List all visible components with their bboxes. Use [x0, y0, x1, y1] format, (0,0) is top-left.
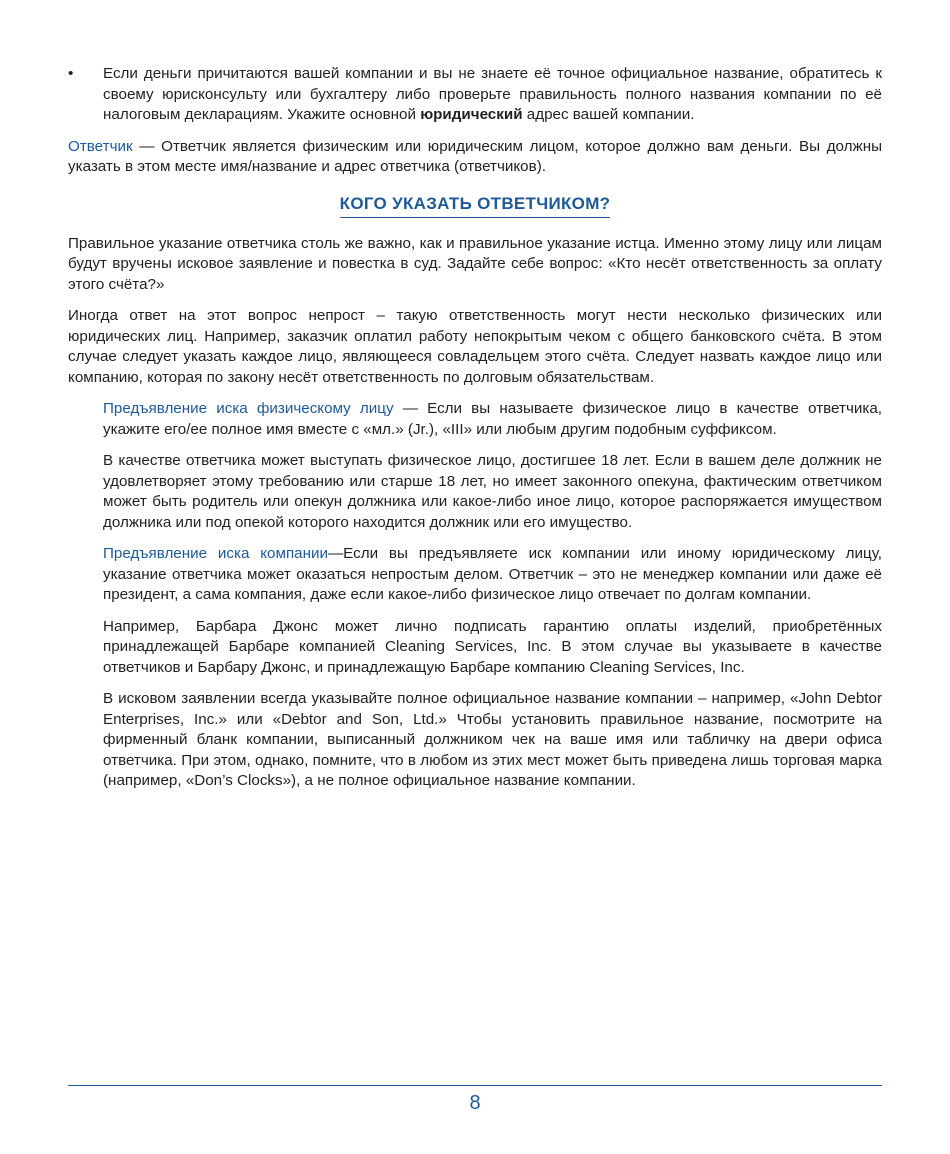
bullet-item-company-name: [68, 64, 882, 126]
company-suit-term: Предъявление иска компании: [103, 545, 328, 562]
defendant-definition: [68, 137, 882, 178]
bullet-text-a: Если деньги причитаются вашей компании и вы не знаете её точное официальное название, обратитесь к своему юрисконсульту или бухгалтеру либо проверьте правильность полного названия компании по её налоговым декларациям. Укажите основной: [103, 65, 882, 123]
paragraph-3: В качестве ответчика может выступать физическое лицо, достигшее 18 лет. Если в вашем деле должник не удовлетворяет этому требованию или старше 18 лет, но имеет законного опекуна, фактическим ответчиком может быть родитель или опекун должника или какое-либо иное лицо, которое распоряжается имуществом должника или под опекой которого находится должник или его имущество.: [103, 452, 882, 531]
paragraph-2: Иногда ответ на этот вопрос непрост – такую ответственность могут нести несколько физических или юридических лиц. Например, заказчик оплатил работу непокрытым чеком с общего банковского счёта. В этом случае следует указать каждое лицо, являющееся совладельцем этого счёта. Следует назвать каждое лицо или компанию, которая по закону несёт ответственность по долговым обязательствам.: [68, 307, 882, 386]
page-number: 8: [469, 1092, 481, 1114]
page-content: [68, 64, 882, 792]
paragraph-5: В исковом заявлении всегда указывайте полное официальное название компании – например, «John Debtor Enterprises, Inc.» или «Debtor and Son, Ltd.» Чтобы установить правильное название, посмотрите на фирменный бланк компании, выписанный должником чек на ваше имя или табличку на двери офиса ответчика. При этом, однако, помните, что в любом из этих мест может быть приведена лишь торговая марка (например, «Don’s Clocks»), а не полное официальное название компании.: [103, 690, 882, 789]
company-suit-text: —Если вы предъявляете иск компании или иному юридическому лицу, указание ответчика может оказаться непростым делом. Ответчик – это не менеджер компании или даже её президент, а сама компания, даже если какое-либо физическое лицо отвечает по долгам компании.: [103, 545, 882, 603]
paragraph-1: Правильное указание ответчика столь же важно, как и правильное указание истца. Именно этому лицу или лицам будут вручены исковое заявление и повестка в суд. Задайте себе вопрос: «Кто несёт ответственность за оплату этого счёта?»: [68, 234, 882, 293]
bullet-bold-text: юридический: [420, 106, 523, 123]
individual-suit-term: Предъявление иска физическому лицу: [103, 400, 394, 417]
footer-divider: [68, 1085, 882, 1086]
individual-suit-text: — Если вы называете физическое лицо в качестве ответчика, укажите его/ее полное имя вместе с «мл.» (Jr.), «III» или любым другим подобным суффиксом.: [103, 400, 882, 438]
defendant-text: — Ответчик является физическим или юридическим лицом, которое должно вам деньги. Вы должны указать в этом месте имя/название и адрес ответчика (ответчиков).: [68, 137, 882, 175]
bullet-marker: •: [68, 65, 74, 82]
section-heading: КОГО УКАЗАТЬ ОТВЕТЧИКОМ?: [340, 194, 611, 218]
defendant-term: Ответчик: [68, 137, 133, 155]
individual-suit-paragraph: [68, 399, 882, 440]
company-suit-paragraph: [68, 544, 882, 606]
paragraph-4: Например, Барбара Джонс может лично подписать гарантию оплаты изделий, приобретённых принадлежащей Барбаре компанией Cleaning Services, Inc. В этом случае вы указываете в качестве ответчиков и Барбару Джонс, и принадлежащую Барбаре компанию Cleaning Services, Inc.: [103, 617, 882, 676]
bullet-text-b: адрес вашей компании.: [522, 106, 695, 123]
